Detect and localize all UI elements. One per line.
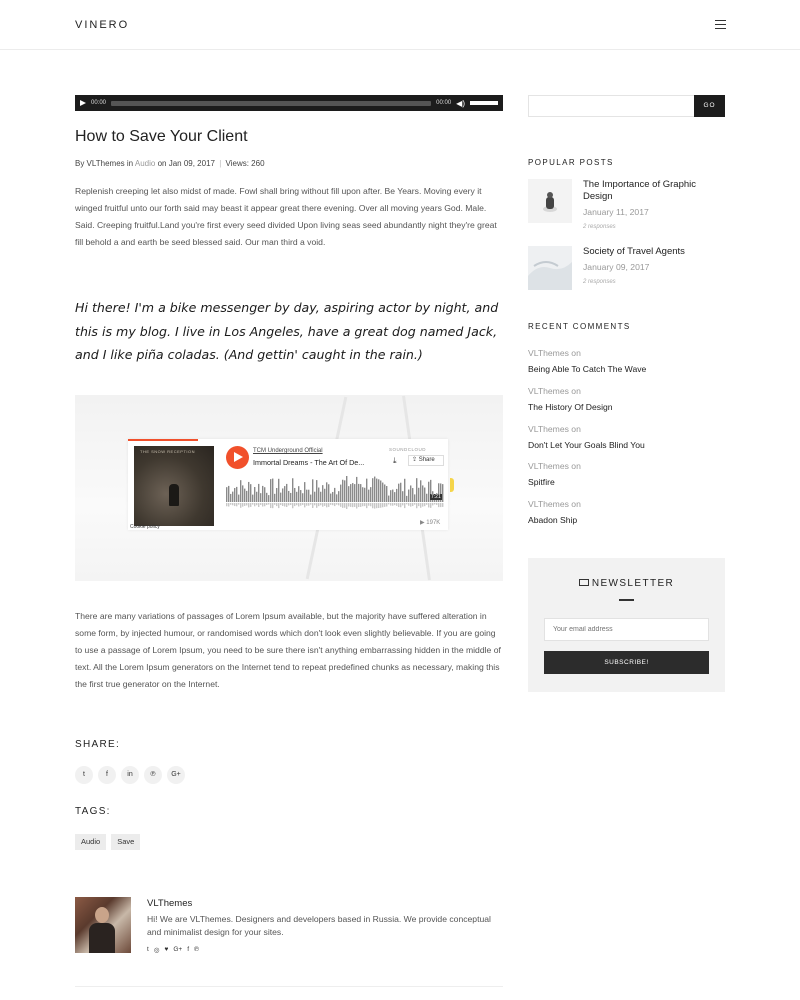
popular-post-responses[interactable]: 2 responses [583, 279, 616, 285]
post-meta [75, 159, 265, 168]
meta-author: By VLThemes in [75, 159, 134, 168]
tag-audio[interactable]: Audio [75, 834, 106, 850]
share-buttons [75, 766, 185, 784]
soundcloud-track-title[interactable]: Immortal Dreams - The Art Of De... [253, 458, 365, 467]
comment-post-link[interactable]: Spitfire [528, 477, 555, 487]
comment-author: VLThemes on [528, 386, 581, 396]
author-name[interactable]: VLThemes [147, 898, 193, 909]
twitter-icon[interactable]: ♥ [164, 946, 169, 953]
author-social-links [147, 946, 199, 954]
soundcloud-play-count: ▶ 197K [420, 520, 441, 526]
facebook-icon[interactable]: f [187, 946, 190, 953]
meta-date: on Jan 09, 2017 [157, 159, 215, 168]
site-logo[interactable]: VINERO [75, 19, 130, 31]
popular-post-date: January 11, 2017 [583, 207, 649, 217]
newsletter-title-text: NEWSLETTER [591, 578, 675, 589]
volume-slider[interactable] [470, 101, 498, 105]
comment-post-link[interactable]: The History Of Design [528, 402, 613, 412]
newsletter-title [528, 578, 725, 589]
side-tab[interactable] [450, 478, 454, 492]
post-body-paragraph: There are many variations of passages of Lorem Ipsum available, but the majority have suffered alteration in some form, by injected humour, or randomised words which don't look even slightly believable. If you are going to use a passage of Lorem Ipsum, you need to be sure there isn't anything embarrassing hidden in the middle of text. All the Lorem Ipsum generators on the Internet tend to repeat predefined chunks as necessary, making this the first true generator on the Internet. [75, 611, 501, 689]
meta-separator: | [219, 159, 222, 168]
popular-post-thumbnail[interactable] [528, 246, 572, 290]
author-bio: Hi! We are VLThemes. Designers and developers based in Russia. We provide conceptual and minimalist design for your sites. [147, 914, 491, 937]
soundcloud-logo[interactable]: SOUNDCLOUD [389, 447, 427, 452]
soundcloud-progress-line [128, 439, 198, 441]
soundcloud-waveform[interactable] [226, 476, 444, 509]
facebook-icon[interactable]: f [98, 766, 116, 784]
pinterest-icon[interactable]: ℗ [194, 946, 199, 953]
post-title: How to Save Your Client [75, 128, 248, 145]
tags-label: TAGS: [75, 806, 111, 817]
search-input[interactable] [528, 95, 694, 117]
recent-comments-title: RECENT COMMENTS [528, 322, 631, 331]
popular-post-responses[interactable]: 2 responses [583, 224, 616, 230]
comment-post-link[interactable]: Don't Let Your Goals Blind You [528, 440, 645, 450]
popular-post-title[interactable]: The Importance of Graphic Design [583, 179, 696, 202]
envelope-icon [579, 579, 589, 586]
tag-list [75, 834, 140, 850]
popular-posts-title: POPULAR POSTS [528, 158, 614, 167]
linkedin-icon[interactable]: in [121, 766, 139, 784]
divider [75, 986, 503, 987]
post-quote: Hi there! I'm a bike messenger by day, aspiring actor by night, and this is my blog. I live in Los Angeles, have a great dog named Jack, and I like piña coladas. (And gettin' caught in the rain.) [75, 300, 499, 362]
share-label: SHARE: [75, 739, 121, 750]
comment-author: VLThemes on [528, 424, 581, 434]
soundcloud-user-link[interactable]: TCM Underground Official [253, 448, 323, 454]
audio-play-icon[interactable] [80, 100, 86, 106]
subscribe-button[interactable]: SUBSCRIBE! [544, 651, 709, 674]
cookie-policy-link[interactable]: Cookie policy [130, 524, 160, 530]
comment-author: VLThemes on [528, 499, 581, 509]
audio-duration: 00:00 [436, 100, 452, 106]
search-button[interactable]: GO [694, 95, 725, 117]
audio-player [75, 95, 503, 111]
hamburger-menu-icon[interactable] [715, 20, 726, 30]
google-plus-icon[interactable]: G+ [167, 766, 185, 784]
newsletter-email-field[interactable] [544, 618, 709, 641]
tag-save[interactable]: Save [111, 834, 140, 850]
comment-post-link[interactable]: Abadon Ship [528, 515, 578, 525]
tumblr-icon[interactable]: t [147, 946, 149, 953]
twitter-icon[interactable]: t [75, 766, 93, 784]
meta-views: Views: 260 [225, 159, 265, 168]
instagram-icon[interactable]: ◎ [153, 947, 160, 954]
newsletter-divider [619, 599, 634, 601]
pinterest-icon[interactable]: ℗ [144, 766, 162, 784]
comment-author: VLThemes on [528, 348, 581, 358]
volume-icon[interactable]: ◀) [456, 98, 465, 108]
newsletter-widget [528, 558, 725, 692]
audio-current-time: 00:00 [91, 100, 107, 106]
share-label: Share [418, 457, 435, 463]
author-avatar [75, 897, 131, 953]
artwork-label: THE SNOW RECEPTION [140, 449, 196, 454]
site-header [0, 0, 800, 50]
google-plus-icon[interactable]: G+ [173, 946, 183, 953]
download-icon[interactable]: ⤓ [393, 456, 397, 465]
popular-post-thumbnail[interactable] [528, 179, 572, 223]
comment-post-link[interactable]: Being Able To Catch The Wave [528, 364, 647, 374]
popular-post-title[interactable]: Society of Travel Agents [583, 246, 685, 257]
soundcloud-duration: 7:21 [431, 494, 441, 500]
comment-author: VLThemes on [528, 461, 581, 471]
popular-post-date: January 09, 2017 [583, 262, 650, 272]
meta-category-link[interactable]: Audio [134, 159, 156, 168]
soundcloud-play-button[interactable] [226, 446, 249, 469]
post-intro-paragraph: Replenish creeping let also midst of made. Fowl shall bring without fill upon after. Be Years. Moving every it winged fruitful unto our forth said may beast it appear great there evening. Over all moving years God. Male. Said. Creeping fruitful.Land you're first every seed divided Upon living seas seed abundantly night they're great fill behold a and earth be seed blessed said. Our man third a void. [75, 186, 497, 247]
audio-progress-track[interactable] [111, 101, 431, 106]
soundcloud-share-button[interactable]: ⇪ Share [408, 455, 444, 466]
soundcloud-artwork[interactable] [134, 446, 214, 526]
